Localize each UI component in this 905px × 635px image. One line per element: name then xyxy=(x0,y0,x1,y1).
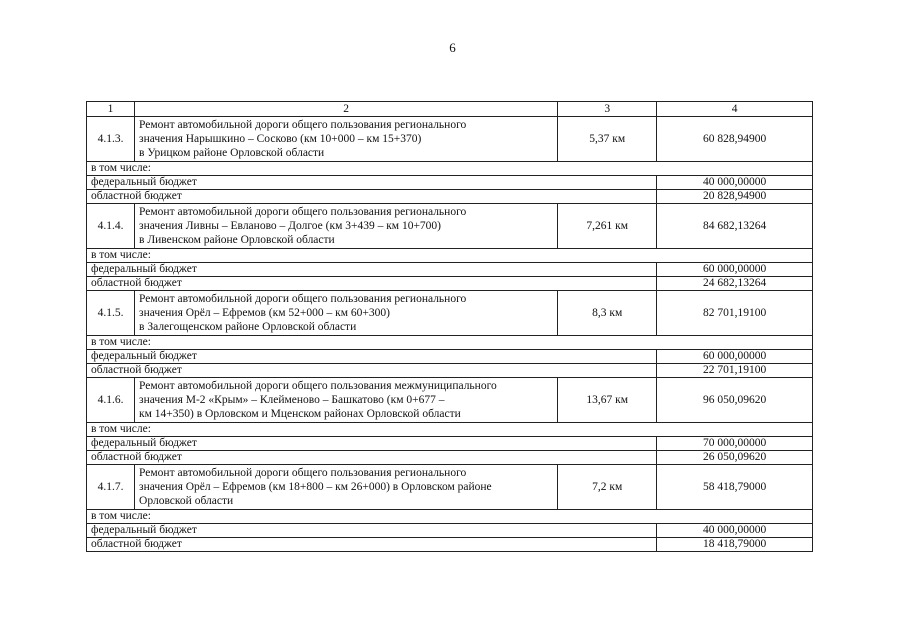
table-row-federal xyxy=(87,350,813,364)
page-number: 6 xyxy=(449,40,456,55)
header-col-4: 4 xyxy=(657,102,813,117)
item-length: 7,2 км xyxy=(558,465,657,510)
table-row-including xyxy=(87,336,813,350)
item-description-line: в Ливенском районе Орловской области xyxy=(139,234,335,246)
regional-label: областной бюджет xyxy=(87,451,657,465)
item-length: 8,3 км xyxy=(558,291,657,336)
federal-amount: 40 000,00000 xyxy=(657,176,813,190)
item-total: 58 418,79000 xyxy=(657,465,813,510)
including-label: в том числе: xyxy=(87,423,813,437)
item-length: 5,37 км xyxy=(558,117,657,162)
table-row-federal xyxy=(87,437,813,451)
item-total: 82 701,19100 xyxy=(657,291,813,336)
table-row-regional xyxy=(87,364,813,378)
federal-amount: 60 000,00000 xyxy=(657,263,813,277)
header-row xyxy=(87,102,813,117)
item-description-line: Ремонт автомобильной дороги общего пользования регионального xyxy=(139,467,467,479)
table-row-federal xyxy=(87,524,813,538)
item-description-line: км 14+350) в Орловском и Мценском районах Орловской области xyxy=(139,408,461,420)
federal-label: федеральный бюджет xyxy=(87,524,657,538)
table-row-regional xyxy=(87,190,813,204)
regional-amount: 20 828,94900 xyxy=(657,190,813,204)
item-description-line: значения Орёл – Ефремов (км 18+800 – км 26+000) в Орловском районе xyxy=(139,481,492,493)
table-row-item xyxy=(87,204,813,249)
header-col-1: 1 xyxy=(87,102,135,117)
header-col-3: 3 xyxy=(558,102,657,117)
item-description-line: значения Нарышкино – Сосково (км 10+000 – км 15+370) xyxy=(139,133,422,145)
item-number: 4.1.3. xyxy=(87,117,135,162)
item-description xyxy=(135,378,558,423)
federal-label: федеральный бюджет xyxy=(87,350,657,364)
federal-label: федеральный бюджет xyxy=(87,263,657,277)
including-label: в том числе: xyxy=(87,249,813,263)
table-row-regional xyxy=(87,451,813,465)
item-description-line: Ремонт автомобильной дороги общего пользования регионального xyxy=(139,206,467,218)
table-row-item xyxy=(87,117,813,162)
item-length: 13,67 км xyxy=(558,378,657,423)
item-total: 60 828,94900 xyxy=(657,117,813,162)
item-description-line: Ремонт автомобильной дороги общего пользования регионального xyxy=(139,293,467,305)
federal-label: федеральный бюджет xyxy=(87,437,657,451)
including-label: в том числе: xyxy=(87,336,813,350)
federal-amount: 70 000,00000 xyxy=(657,437,813,451)
table-row-regional xyxy=(87,538,813,552)
item-description-line: значения М-2 «Крым» – Клейменово – Башкатово (км 0+677 – xyxy=(139,394,445,406)
table-row-item xyxy=(87,465,813,510)
item-description-line: значения Ливны – Евланово – Долгое (км 3+439 – км 10+700) xyxy=(139,220,442,232)
header-col-2: 2 xyxy=(135,102,558,117)
table-row-item xyxy=(87,291,813,336)
item-description-line: Орловской области xyxy=(139,495,234,507)
table-row-regional xyxy=(87,277,813,291)
regional-amount: 24 682,13264 xyxy=(657,277,813,291)
item-description-line: в Залегощенском районе Орловской области xyxy=(139,321,357,333)
item-number: 4.1.4. xyxy=(87,204,135,249)
item-number: 4.1.7. xyxy=(87,465,135,510)
table-row-including xyxy=(87,423,813,437)
table-row-including xyxy=(87,510,813,524)
item-total: 96 050,09620 xyxy=(657,378,813,423)
item-description xyxy=(135,117,558,162)
item-description xyxy=(135,465,558,510)
item-number: 4.1.6. xyxy=(87,378,135,423)
regional-label: областной бюджет xyxy=(87,190,657,204)
item-description xyxy=(135,291,558,336)
regional-amount: 26 050,09620 xyxy=(657,451,813,465)
item-number: 4.1.5. xyxy=(87,291,135,336)
table-row-federal xyxy=(87,176,813,190)
item-description-line: Ремонт автомобильной дороги общего пользования межмуниципального xyxy=(139,380,497,392)
federal-amount: 40 000,00000 xyxy=(657,524,813,538)
federal-label: федеральный бюджет xyxy=(87,176,657,190)
regional-label: областной бюджет xyxy=(87,364,657,378)
table-row-including xyxy=(87,162,813,176)
item-description-line: значения Орёл – Ефремов (км 52+000 – км 60+300) xyxy=(139,307,390,319)
item-length: 7,261 км xyxy=(558,204,657,249)
road-repair-table xyxy=(86,101,813,552)
table-row-including xyxy=(87,249,813,263)
regional-amount: 18 418,79000 xyxy=(657,538,813,552)
item-total: 84 682,13264 xyxy=(657,204,813,249)
table-row-item xyxy=(87,378,813,423)
item-description-line: Ремонт автомобильной дороги общего пользования регионального xyxy=(139,119,467,131)
including-label: в том числе: xyxy=(87,510,813,524)
including-label: в том числе: xyxy=(87,162,813,176)
regional-amount: 22 701,19100 xyxy=(657,364,813,378)
item-description xyxy=(135,204,558,249)
regional-label: областной бюджет xyxy=(87,277,657,291)
table-row-federal xyxy=(87,263,813,277)
item-description-line: в Урицком районе Орловской области xyxy=(139,147,325,159)
federal-amount: 60 000,00000 xyxy=(657,350,813,364)
regional-label: областной бюджет xyxy=(87,538,657,552)
